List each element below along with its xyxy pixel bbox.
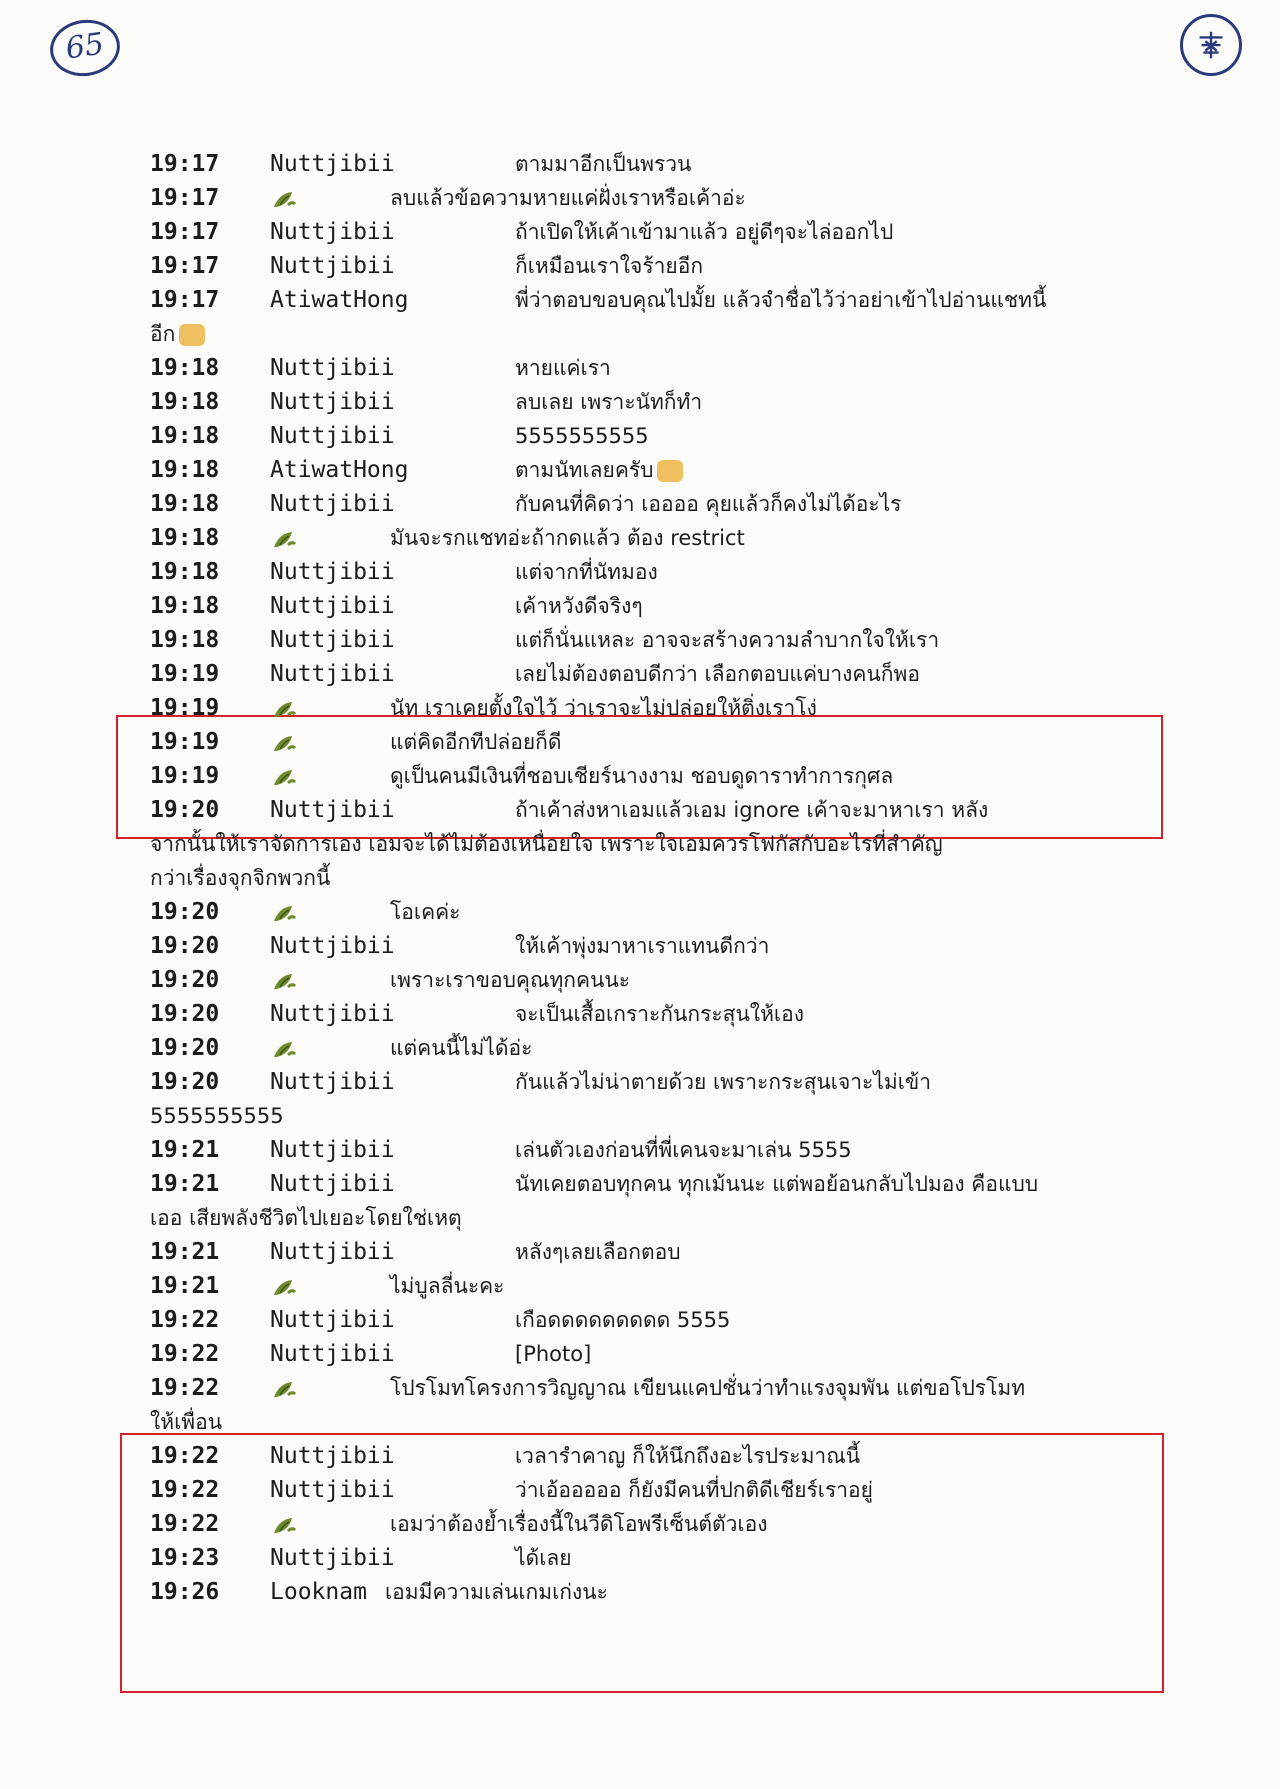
message-time: 19:19 — [150, 661, 220, 687]
message-text: ก็เหมือนเราใจร้ายอีก — [515, 254, 704, 278]
leaf-icon — [270, 1273, 390, 1299]
leaf-icon — [270, 729, 390, 755]
message-time: 19:20 — [150, 1035, 220, 1061]
message-time: 19:23 — [150, 1545, 220, 1571]
leaf-icon — [270, 763, 390, 789]
leaf-icon — [270, 899, 390, 925]
leaf-icon — [270, 967, 390, 993]
message-time: 19:17 — [150, 185, 220, 211]
message-time: 19:18 — [150, 593, 220, 619]
message-continuation — [150, 828, 1130, 862]
message-text: เอมมีความเล่นเกมเก่งนะ — [385, 1580, 608, 1604]
leaf-sender-icon — [270, 901, 298, 925]
message-time: 19:21 — [150, 1239, 220, 1265]
message-text: มันจะรกแชทอ่ะถ้ากดแล้ว ต้อง restrict — [390, 526, 745, 550]
message-time: 19:18 — [150, 423, 220, 449]
leaf-sender-icon — [270, 1513, 298, 1537]
message-time: 19:19 — [150, 763, 220, 789]
message-sender: Nuttjibii — [270, 1001, 395, 1027]
message-text: เพราะเราขอบคุณทุกคนนะ — [390, 968, 631, 992]
message-time: 19:20 — [150, 1001, 220, 1027]
message-time: 19:21 — [150, 1171, 220, 1197]
message-sender: Nuttjibii — [270, 933, 395, 959]
message-time: 19:22 — [150, 1341, 220, 1367]
chat-message-row — [150, 1270, 1130, 1304]
chat-message-row — [150, 148, 1130, 182]
chat-message-row — [150, 1508, 1130, 1542]
message-continuation-text: ให้เพื่อน — [150, 1410, 223, 1434]
chat-message-row — [150, 1032, 1130, 1066]
chat-message-row — [150, 1236, 1130, 1270]
message-text: 5555555555 — [515, 424, 649, 448]
message-text: กับคนที่คิดว่า เออออ คุยแล้วก็คงไม่ได้อะไร — [515, 492, 902, 516]
message-text: แต่คนนี้ไม่ได้อ่ะ — [390, 1036, 533, 1060]
message-sender: Nuttjibii — [270, 1069, 395, 1095]
chat-message-row — [150, 590, 1130, 624]
message-time: 19:21 — [150, 1137, 220, 1163]
message-time: 19:17 — [150, 219, 220, 245]
message-sender: Nuttjibii — [270, 253, 395, 279]
chat-message-row — [150, 896, 1130, 930]
message-time: 19:21 — [150, 1273, 220, 1299]
leaf-sender-icon — [270, 187, 298, 211]
message-sender: Nuttjibii — [270, 1171, 395, 1197]
message-text: ถ้าเค้าส่งหาเอมแล้วเอม ignore เค้าจะมาหาเรา หลัง — [515, 798, 989, 822]
chat-message-row — [150, 794, 1130, 828]
leaf-sender-icon — [270, 765, 298, 789]
chat-message-row — [150, 726, 1130, 760]
chat-log — [150, 148, 1130, 1610]
message-time: 19:20 — [150, 1069, 220, 1095]
message-sender: Looknam — [270, 1579, 367, 1605]
message-sender: Nuttjibii — [270, 423, 395, 449]
message-text: ไม่บูลลี่นะคะ — [390, 1274, 505, 1298]
leaf-icon — [270, 185, 390, 211]
message-sender: Nuttjibii — [270, 1239, 395, 1265]
message-time: 19:19 — [150, 729, 220, 755]
chat-message-row — [150, 1168, 1130, 1202]
message-text: แต่ก็นั่นแหละ อาจจะสร้างความลำบากใจให้เรา — [515, 628, 940, 652]
message-time: 19:18 — [150, 355, 220, 381]
message-sender: Nuttjibii — [270, 1137, 395, 1163]
message-text: เล่นตัวเองก่อนที่พี่เคนจะมาเล่น 5555 — [515, 1138, 852, 1162]
message-sender: AtiwatHong — [270, 457, 409, 483]
emoji-icon — [179, 324, 205, 346]
message-text: เวลารำคาญ ก็ให้นึกถึงอะไรประมาณนี้ — [515, 1444, 861, 1468]
leaf-icon — [270, 525, 390, 551]
chat-message-row — [150, 454, 1130, 488]
message-time: 19:18 — [150, 559, 220, 585]
message-sender: Nuttjibii — [270, 1307, 395, 1333]
message-time: 19:17 — [150, 253, 220, 279]
message-text: นัทเคยตอบทุกคน ทุกเม้นนะ แต่พอย้อนกลับไปมอง คือแบบ — [515, 1172, 1039, 1196]
message-text: ว่าเอ้อออออ ก็ยังมีคนที่ปกติดีเชียร์เราอยู่ — [515, 1478, 873, 1502]
chat-message-row — [150, 930, 1130, 964]
message-text: ลบแล้วข้อความหายแค่ฝั่งเราหรือเค้าอ่ะ — [390, 186, 746, 210]
message-continuation-text: จากนั้นให้เราจัดการเอง เอมจะได้ไม่ต้องเหนื่อยใจ เพราะใจเอมควรโฟกัสกับอะไรที่สำคัญ — [150, 832, 943, 856]
chat-message-row — [150, 998, 1130, 1032]
chat-message-row — [150, 1542, 1130, 1576]
message-continuation-text: เออ เสียพลังชีวิตไปเยอะโดยใช่เหตุ — [150, 1206, 462, 1230]
message-text: ลบเลย เพราะนัทก็ทำ — [515, 390, 703, 414]
message-text: เกือดดดดดดดดด 5555 — [515, 1308, 731, 1332]
message-sender: Nuttjibii — [270, 1477, 395, 1503]
message-sender: Nuttjibii — [270, 661, 395, 687]
leaf-sender-icon — [270, 527, 298, 551]
message-text: นัท เราเคยตั้งใจไว้ ว่าเราจะไม่ปล่อยให้ติ่งเราโง่ — [390, 696, 817, 720]
page-number: 65 — [46, 15, 123, 80]
message-text: ดูเป็นคนมีเงินที่ชอบเชียร์นางงาม ชอบดูดาราทำการกุศล — [390, 764, 894, 788]
message-continuation — [150, 862, 1130, 896]
message-continuation — [150, 318, 1130, 352]
message-time: 19:22 — [150, 1511, 220, 1537]
message-continuation-text: 5555555555 — [150, 1104, 284, 1128]
message-text: [Photo] — [515, 1342, 592, 1366]
leaf-sender-icon — [270, 1275, 298, 1299]
emoji-icon — [657, 460, 683, 482]
leaf-icon — [270, 1035, 390, 1061]
message-sender: Nuttjibii — [270, 627, 395, 653]
message-text: เลยไม่ต้องตอบดีกว่า เลือกตอบแค่บางคนก็พอ — [515, 662, 920, 686]
leaf-sender-icon — [270, 697, 298, 721]
chat-message-row — [150, 1066, 1130, 1100]
message-sender: Nuttjibii — [270, 389, 395, 415]
message-time: 19:18 — [150, 627, 220, 653]
message-text: ได้เลย — [515, 1546, 572, 1570]
message-sender: Nuttjibii — [270, 219, 395, 245]
message-time: 19:20 — [150, 933, 220, 959]
message-sender: Nuttjibii — [270, 1443, 395, 1469]
message-time: 19:22 — [150, 1477, 220, 1503]
message-continuation-text: กว่าเรื่องจุกจิกพวกนี้ — [150, 866, 331, 890]
chat-message-row — [150, 284, 1130, 318]
chat-message-row — [150, 352, 1130, 386]
chat-message-row — [150, 658, 1130, 692]
message-text: โปรโมทโครงการวิญญาณ เขียนแคปชั่นว่าทำแรงจุมพัน แต่ขอโปรโมท — [390, 1376, 1026, 1400]
message-sender: Nuttjibii — [270, 1341, 395, 1367]
message-text: ตามมาอีกเป็นพรวน — [515, 152, 692, 176]
message-time: 19:19 — [150, 695, 220, 721]
chat-message-row — [150, 1304, 1130, 1338]
message-text: เค้าหวังดีจริงๆ — [515, 594, 643, 618]
message-time: 19:26 — [150, 1579, 220, 1605]
message-text: โอเคค่ะ — [390, 900, 461, 924]
chat-message-row — [150, 1372, 1130, 1406]
message-time: 19:18 — [150, 491, 220, 517]
message-time: 19:22 — [150, 1375, 220, 1401]
message-text: ถ้าเปิดให้เค้าเข้ามาแล้ว อยู่ดีๆจะไล่ออกไป — [515, 220, 894, 244]
message-text: หลังๆเลยเลือกตอบ — [515, 1240, 681, 1264]
message-text: หายแค่เรา — [515, 356, 611, 380]
chat-message-row — [150, 1576, 1130, 1610]
message-sender: AtiwatHong — [270, 287, 409, 313]
message-time: 19:20 — [150, 967, 220, 993]
leaf-sender-icon — [270, 731, 298, 755]
message-text: จะเป็นเสื้อเกราะกันกระสุนให้เอง — [515, 1002, 804, 1026]
message-time: 19:22 — [150, 1443, 220, 1469]
message-time: 19:20 — [150, 899, 220, 925]
chat-message-row — [150, 692, 1130, 726]
message-time: 19:18 — [150, 389, 220, 415]
message-continuation — [150, 1202, 1130, 1236]
chat-message-row — [150, 964, 1130, 998]
message-text: แต่จากที่นัทมอง — [515, 560, 658, 584]
message-sender: Nuttjibii — [270, 151, 395, 177]
message-time: 19:20 — [150, 797, 220, 823]
message-sender: Nuttjibii — [270, 797, 395, 823]
message-time: 19:17 — [150, 151, 220, 177]
chat-message-row — [150, 1134, 1130, 1168]
message-text: เอมว่าต้องย้ำเรื่องนี้ในวีดิโอพรีเซ็นต์ตัวเอง — [390, 1512, 768, 1536]
chat-message-row — [150, 760, 1130, 794]
message-time: 19:17 — [150, 287, 220, 313]
seal-glyph-icon — [1192, 26, 1230, 64]
message-time: 19:22 — [150, 1307, 220, 1333]
seal-stamp-icon — [1180, 14, 1242, 76]
message-text: ให้เค้าพุ่งมาหาเราแทนดีกว่า — [515, 934, 770, 958]
message-time: 19:18 — [150, 525, 220, 551]
message-sender: Nuttjibii — [270, 559, 395, 585]
chat-message-row — [150, 182, 1130, 216]
leaf-sender-icon — [270, 1037, 298, 1061]
chat-message-row — [150, 250, 1130, 284]
message-sender: Nuttjibii — [270, 491, 395, 517]
message-sender: Nuttjibii — [270, 593, 395, 619]
message-sender: Nuttjibii — [270, 355, 395, 381]
message-text: แต่คิดอีกทีปล่อยก็ดี — [390, 730, 562, 754]
chat-message-row — [150, 1338, 1130, 1372]
chat-message-row — [150, 624, 1130, 658]
chat-message-row — [150, 1440, 1130, 1474]
leaf-icon — [270, 695, 390, 721]
leaf-icon — [270, 1511, 390, 1537]
message-text: ตามนัทเลยครับ — [515, 458, 654, 482]
message-text: พี่ว่าตอบขอบคุณไปมั้ย แล้วจำชื่อไว้ว่าอย่าเข้าไปอ่านแชทนี้ — [515, 288, 1047, 312]
message-time: 19:18 — [150, 457, 220, 483]
message-sender: Nuttjibii — [270, 1545, 395, 1571]
chat-message-row — [150, 386, 1130, 420]
chat-message-row — [150, 488, 1130, 522]
leaf-sender-icon — [270, 1377, 298, 1401]
message-continuation — [150, 1100, 1130, 1134]
chat-message-row — [150, 522, 1130, 556]
message-continuation-text: อีก — [150, 322, 176, 346]
chat-message-row — [150, 1474, 1130, 1508]
chat-message-row — [150, 420, 1130, 454]
leaf-icon — [270, 1375, 390, 1401]
leaf-sender-icon — [270, 969, 298, 993]
chat-message-row — [150, 556, 1130, 590]
message-continuation — [150, 1406, 1130, 1440]
chat-message-row — [150, 216, 1130, 250]
message-text: กันแล้วไม่น่าตายด้วย เพราะกระสุนเจาะไม่เข้า — [515, 1070, 932, 1094]
